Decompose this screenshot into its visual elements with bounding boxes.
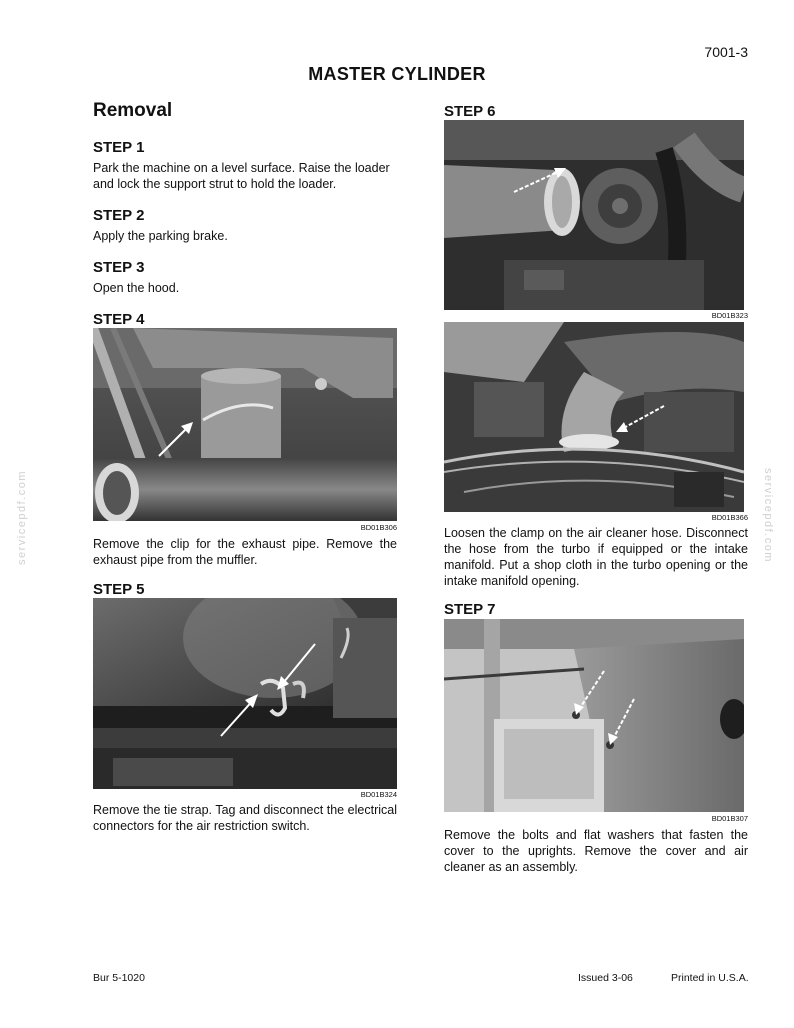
section-title: Removal xyxy=(93,100,173,121)
step-6-photo-1 xyxy=(444,120,744,310)
step-4-figure-code: BD01B306 xyxy=(360,523,397,532)
step-6-heading: STEP 6 xyxy=(444,103,496,120)
step-1-text: Park the machine on a level surface. Raise the loader and lock the support strut to hold the loader. xyxy=(93,161,390,191)
page-number: 7001-3 xyxy=(704,44,748,60)
step-5-heading: STEP 5 xyxy=(93,581,145,598)
watermark-right: servicepdf.com xyxy=(762,468,774,563)
step-5-text: Remove the tie strap. Tag and disconnect the electrical connectors for the air restriction switch. xyxy=(93,803,397,833)
watermark-left: servicepdf.com xyxy=(16,470,28,565)
step-4-heading: STEP 4 xyxy=(93,311,145,328)
step-4-photo xyxy=(93,328,397,521)
step-2-heading: STEP 2 xyxy=(93,207,145,224)
step-5-figure-code: BD01B324 xyxy=(360,790,397,799)
step-1-heading: STEP 1 xyxy=(93,139,145,156)
step-6-figure-code-1: BD01B323 xyxy=(711,311,748,320)
step-2-text: Apply the parking brake. xyxy=(93,229,228,243)
page-title: MASTER CYLINDER xyxy=(308,64,486,84)
step-6-photo-2 xyxy=(444,322,744,512)
step-5-photo xyxy=(93,598,397,789)
footer-issued: Issued 3-06 xyxy=(578,972,633,984)
step-7-photo xyxy=(444,619,744,812)
footer-printed: Printed in U.S.A. xyxy=(671,972,749,984)
step-6-text: Loosen the clamp on the air cleaner hose. Disconnect the hose from the turbo if equipped or the intake manifold. Put a shop cloth in the turbo opening or the intake manifold opening. xyxy=(444,526,748,588)
step-7-figure-code: BD01B307 xyxy=(711,814,748,823)
step-7-text: Remove the bolts and flat washers that fasten the cover to the uprights. Remove the cover and air cleaner as an assembly. xyxy=(444,828,748,874)
footer-document-id: Bur 5-1020 xyxy=(93,972,145,984)
step-3-text: Open the hood. xyxy=(93,281,180,295)
step-3-heading: STEP 3 xyxy=(93,259,145,276)
step-7-heading: STEP 7 xyxy=(444,601,496,618)
step-4-text: Remove the clip for the exhaust pipe. Remove the exhaust pipe from the muffler. xyxy=(93,537,397,567)
step-6-figure-code-2: BD01B366 xyxy=(711,513,748,522)
